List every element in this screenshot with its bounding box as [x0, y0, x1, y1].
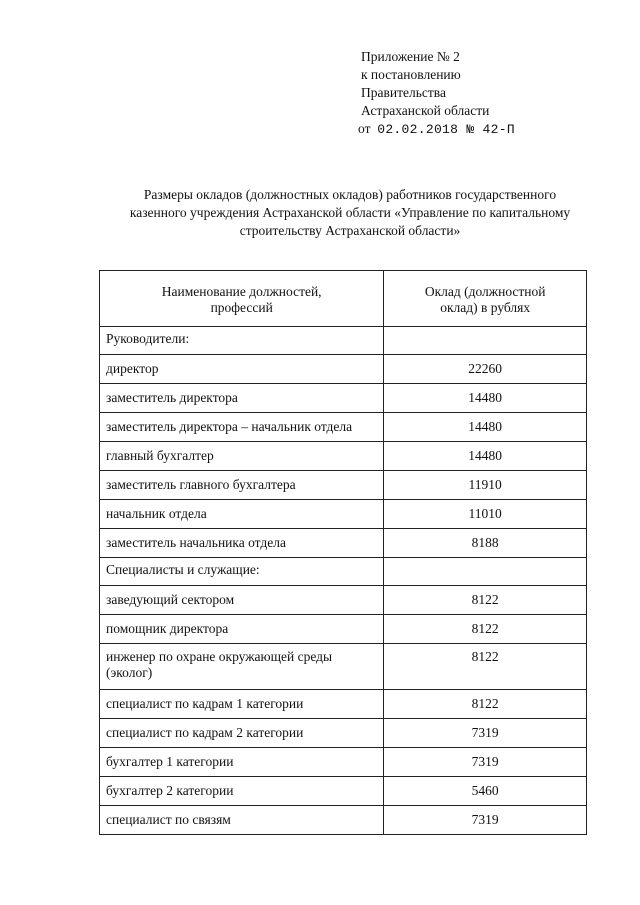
header-salary-line-1: Оклад (должностной [424, 283, 546, 299]
date-number: 02.02.2018 № 42-П [377, 122, 515, 137]
salary-cell: 5460 [384, 777, 587, 806]
salary-cell: 22260 [384, 355, 587, 384]
table-row [100, 806, 587, 835]
table-header-row [100, 271, 587, 327]
title-line-1: Размеры окладов (должностных окладов) работников государственного [143, 187, 557, 202]
table-row [100, 355, 587, 384]
position-cell: бухгалтер 2 категории [100, 777, 384, 806]
position-cell: заместитель директора [100, 384, 384, 413]
position-cell: директор [100, 355, 384, 384]
position-cell: специалист по связям [100, 806, 384, 835]
salary-cell: 11010 [384, 500, 587, 529]
position-cell: начальник отдела [100, 500, 384, 529]
appendix-line-4: Астраханской области [361, 103, 490, 118]
salary-table [99, 270, 587, 835]
section-label: Специалисты и служащие: [100, 558, 384, 586]
appendix-line-1: Приложение № 2 [361, 49, 460, 64]
title-line-3: строительству Астраханской области» [239, 223, 461, 238]
position-cell: заместитель начальника отдела [100, 529, 384, 558]
header-position-line-1: Наименование должностей, [161, 283, 322, 299]
position-cell: заведующий сектором [100, 586, 384, 615]
table-row [100, 586, 587, 615]
section-empty-cell [384, 327, 587, 355]
position-cell: помощник директора [100, 615, 384, 644]
salary-cell: 8122 [384, 690, 587, 719]
table-row [100, 384, 587, 413]
header-position-line-2: профессий [210, 299, 273, 315]
salary-cell: 8122 [384, 586, 587, 615]
section-empty-cell [384, 558, 587, 586]
position-cell: специалист по кадрам 2 категории [100, 719, 384, 748]
document-title [60, 186, 640, 240]
table-row [100, 500, 587, 529]
position-cell: заместитель директора – начальник отдела [100, 413, 384, 442]
appendix-line-2: к постановлению [361, 67, 461, 82]
appendix-block [358, 48, 515, 139]
appendix-line-3: Правительства [361, 85, 446, 100]
table-row [100, 644, 587, 690]
section-row-specialists [100, 558, 587, 586]
table-row [100, 690, 587, 719]
table-row [100, 413, 587, 442]
salary-cell: 8188 [384, 529, 587, 558]
position-cell: бухгалтер 1 категории [100, 748, 384, 777]
salary-cell: 8122 [384, 615, 587, 644]
header-position [100, 271, 384, 327]
table-row [100, 442, 587, 471]
salary-cell: 7319 [384, 806, 587, 835]
section-label: Руководители: [100, 327, 384, 355]
header-salary-line-2: оклад) в рублях [440, 299, 531, 315]
table-row [100, 748, 587, 777]
date-prefix: от [358, 121, 371, 136]
salary-cell: 14480 [384, 384, 587, 413]
table-row [100, 777, 587, 806]
position-cell: специалист по кадрам 1 категории [100, 690, 384, 719]
position-cell: инженер по охране окружающей среды (эколог) [100, 644, 384, 690]
title-line-2: казенного учреждения Астраханской области «Управление по капитальному [129, 205, 571, 220]
salary-cell: 14480 [384, 442, 587, 471]
position-cell: заместитель главного бухгалтера [100, 471, 384, 500]
salary-cell: 11910 [384, 471, 587, 500]
table-row [100, 471, 587, 500]
salary-cell: 7319 [384, 748, 587, 777]
table-row [100, 529, 587, 558]
header-salary [384, 271, 587, 327]
table-row [100, 615, 587, 644]
salary-cell: 8122 [384, 644, 587, 690]
section-row-managers [100, 327, 587, 355]
salary-cell: 14480 [384, 413, 587, 442]
salary-cell: 7319 [384, 719, 587, 748]
position-cell: главный бухгалтер [100, 442, 384, 471]
table-row [100, 719, 587, 748]
appendix-date-line [358, 120, 515, 139]
